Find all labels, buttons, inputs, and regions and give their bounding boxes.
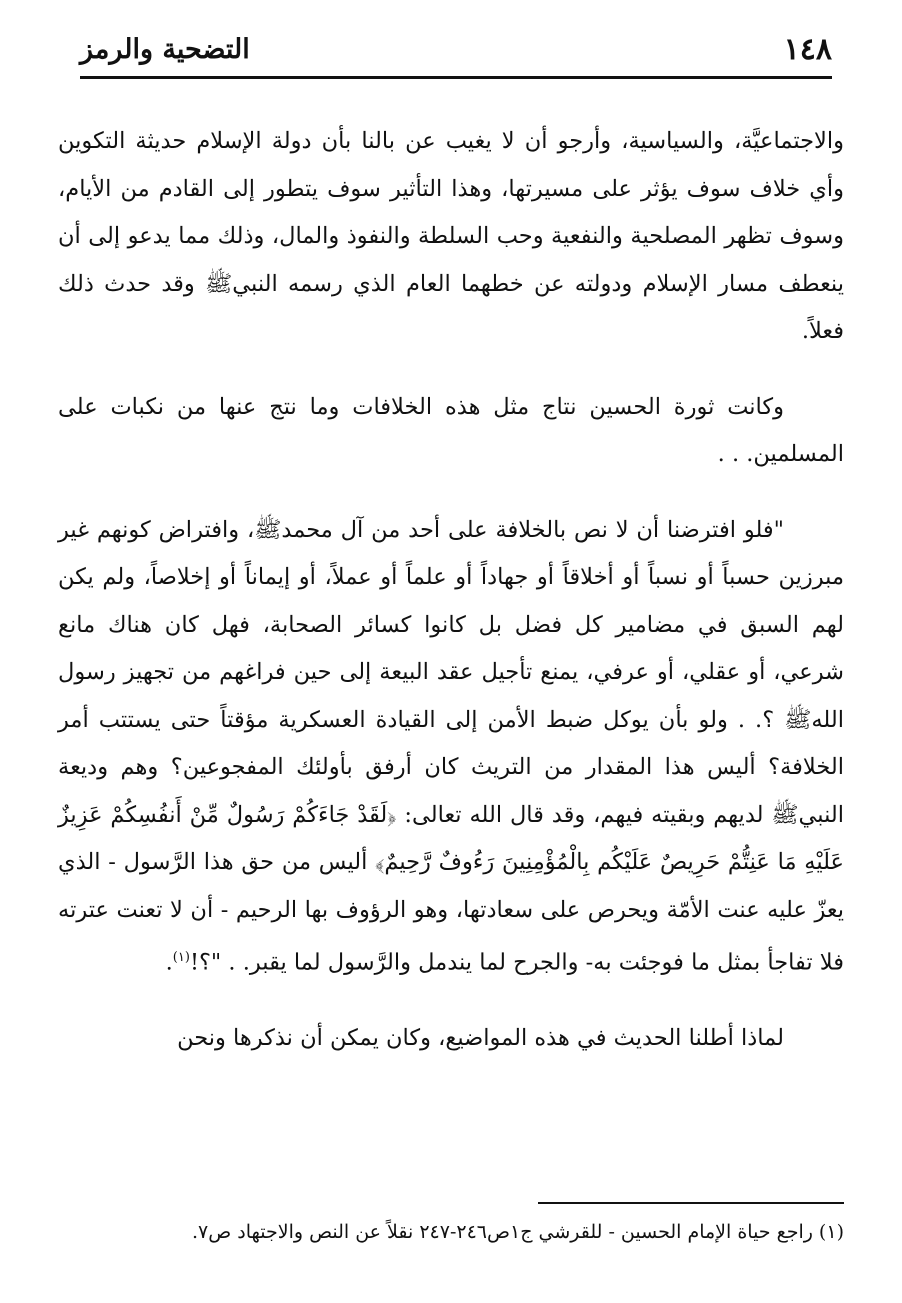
quoted-paragraph-text: "فلو افترضنا أن لا نص بالخلافة على أحد من آل محمدﷺ، وافتراض كونهم غير مبرزين حسباً أو نسباً أو أخلاقاً أو جهاداً أو علماً أو عملاً، أو إيماناً أو إخلاصاً، ولم يكن لهم السبق في مضامير كل فضل بل كانوا كسائر الصحابة، فهل كان هناك مانع شرعي، أو عقلي، أو عرفي، يمنع تأجيل عقد البيعة إلى حين فراغهم من تجهيز رسول اللهﷺ ؟. . ولو بأن يوكل ضبط الأمن إلى القيادة العسكرية مؤقتاً حتى يستتب أمر الخلافة؟ أليس هذا المقدار من التريث كان أرفق بأولئك المفجوعين؟ وهم وديعة النبيﷺ لديهم وبقيته فيهم، وقد قال الله تعالى: ﴿لَقَدْ جَاءَكُمْ رَسُولٌ مِّنْ أَنفُسِكُمْ عَزِيزٌ عَلَيْهِ مَا عَنِتُّمْ حَرِيصٌ عَلَيْكُم بِالْمُؤْمِنِينَ رَءُوفٌ رَّحِيمٌ﴾ أليس من حق هذا الرَّسول - الذي يعزّ عليه عنت الأمّة ويحرص على سعادتها، وهو الرؤوف بها الرحيم - أن لا تعنت عترته فلا تفاجأ بمثل ما فوجئت به- والجرح لما يندمل والرَّسول لما يقبر. . "؟!: [58, 516, 844, 976]
book-title: التضحية والرمز: [80, 34, 250, 65]
footnote-reference: (١): [172, 950, 190, 965]
page-number: ١٤٨: [783, 32, 832, 67]
paragraph-1: والاجتماعيَّة، والسياسية، وأرجو أن لا يغيب عن بالنا بأن دولة الإسلام حديثة التكوين وأي خلاف سوف يؤثر على مسيرتها، وهذا التأثير سوف يتطور إلى القادم من الأيام، وسوف تظهر المصلحية والنفعية وحب السلطة والنفوذ والمال، وذلك مما يدعو إلى أن ينعطف مسار الإسلام ودولته عن خطهما العام الذي رسمه النبيﷺ وقد حدث ذلك فعلاً.: [58, 128, 844, 344]
page-body: [58, 118, 844, 1091]
footnote-text: (١) راجع حياة الإمام الحسين - للقرشي ج١ص٢٤٦-٢٤٧ نقلاً عن النص والاجتهاد ص٧.: [191, 1221, 844, 1243]
paragraph-4: لماذا أطلنا الحديث في هذه المواضيع، وكان يمكن أن نذكرها ونحن: [177, 1025, 784, 1051]
footnote-divider: [538, 1202, 844, 1204]
paragraph-2: وكانت ثورة الحسين نتاج مثل هذه الخلافات وما نتج عنها من نكبات على المسلمين. . .: [58, 393, 844, 467]
running-header: [80, 28, 832, 79]
quoted-paragraph: "فلو افترضنا أن لا نص بالخلافة على أحد من آل محمدﷺ، وافتراض كونهم غير مبرزين حسباً أو نسباً أو أخلاقاً أو جهاداً أو علماً أو عملاً، أو إيماناً أو إخلاصاً، ولم يكن لهم السبق في مضامير كل فضل بل كانوا كسائر الصحابة، فهل كان هناك مانع شرعي، أو عقلي، أو عرفي، يمنع تأجيل عقد البيعة إلى حين فراغهم من تجهيز رسول اللهﷺ ؟. . ولو بأن يوكل ضبط الأمن إلى القيادة العسكرية مؤقتاً حتى يستتب أمر الخلافة؟ أليس هذا المقدار من التريث كان أرفق بأولئك المفجوعين؟ وهم وديعة النبيﷺ لديهم وبقيته فيهم، وقد قال الله تعالى: ﴿لَقَدْ جَاءَكُمْ رَسُولٌ مِّنْ أَنفُسِكُمْ عَزِيزٌ عَلَيْهِ مَا عَنِتُّمْ حَرِيصٌ عَلَيْكُم بِالْمُؤْمِنِينَ رَءُوفٌ رَّحِيمٌ﴾ أليس من حق هذا الرَّسول - الذي يعزّ عليه عنت الأمّة ويحرص على سعادتها، وهو الرؤوف بها الرحيم - أن لا تعنت عترته فلا تفاجأ بمثل ما فوجئت به- والجرح لما يندمل والرَّسول لما يقبر. . "؟!$^{(١)}$.: [58, 516, 844, 976]
